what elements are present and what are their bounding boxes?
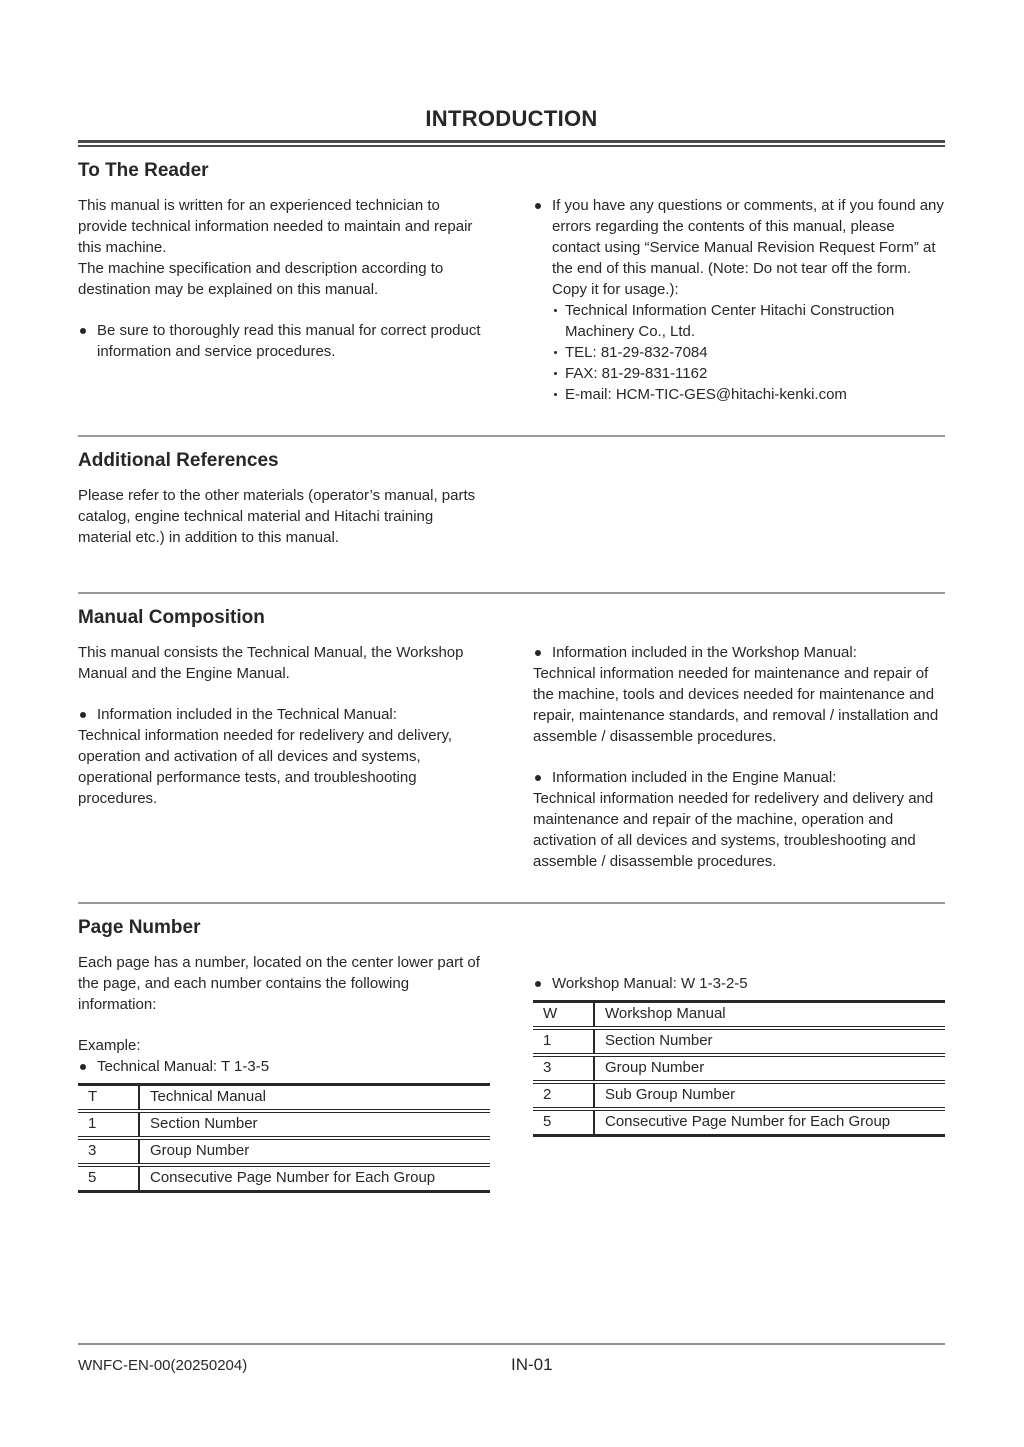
reader-paragraph-2: The machine specification and description according to destination may be explained on this manual. [78,260,444,298]
contact-tel: TEL: 81-29-832-7084 [565,344,708,361]
bullet-icon [535,775,541,781]
technical-manual-bullet [78,704,490,725]
contact-bullet [533,195,945,300]
technical-page-number-table [78,1083,490,1193]
footer-divider [78,1343,945,1345]
table-row [78,1138,490,1165]
section-to-the-reader [78,160,945,405]
list-item [552,342,945,363]
to-the-reader-left-column [78,195,490,405]
additional-references-left-column [78,485,490,548]
technical-example-bullet [78,1056,490,1077]
table-row [533,1028,945,1055]
technical-manual-label: Information included in the Technical Manual: [97,706,397,723]
description-cell: Group Number [594,1055,945,1082]
manual-composition-intro: This manual consists the Technical Manual, the Workshop Manual and the Engine Manual. [78,644,464,682]
bullet-icon [80,712,86,718]
engine-manual-body: Technical information needed for redelivery and delivery and maintenance and repair of the machine, operation and activation of all devices and systems, troubleshooting and assemble / disassemble procedures. [533,790,934,870]
contact-list [533,300,945,405]
document-code: WNFC-EN-00(20250204) [78,1357,248,1374]
reader-paragraph-1: This manual is written for an experienced technician to provide technical information needed to maintain and repair this machine. [78,197,473,256]
table-row [533,1082,945,1109]
page-title: INTRODUCTION [425,106,598,131]
description-cell: Section Number [594,1028,945,1055]
sub-bullet-icon [554,351,557,354]
to-the-reader-columns [78,195,945,405]
description-cell: Technical Manual [139,1085,490,1112]
technical-example-text: Technical Manual: T 1-3-5 [97,1058,270,1075]
manual-composition-left-column [78,642,490,872]
contact-email: E-mail: HCM-TIC-GES@hitachi-kenki.com [565,386,847,403]
engine-manual-bullet [533,767,945,788]
section-divider [78,902,945,904]
workshop-manual-bullet [533,642,945,663]
section-page-number [78,917,945,1193]
section-divider [78,435,945,437]
page-number-body: Each page has a number, located on the center lower part of the page, and each number contains the following information: [78,954,480,1013]
table-row [78,1111,490,1138]
workshop-manual-label: Information included in the Workshop Manual: [552,644,857,661]
bullet-icon [535,981,541,987]
page-number-right-column [533,952,945,1193]
code-cell: 1 [78,1111,139,1138]
read-manual-bullet-text: Be sure to thoroughly read this manual for correct product information and service procedures. [97,322,481,360]
table-row [533,1109,945,1136]
manual-composition-heading: Manual Composition [78,607,265,628]
description-cell: Workshop Manual [594,1002,945,1029]
description-cell: Section Number [139,1111,490,1138]
manual-composition-columns [78,642,945,872]
page-number-label: IN-01 [511,1355,553,1374]
list-item [552,300,945,342]
additional-references-body: Please refer to the other materials (operator’s manual, parts catalog, engine technical material and Hitachi training material etc.) in addition to this manual. [78,487,476,546]
page-number-left-column [78,952,490,1193]
example-label: Example: [78,1037,141,1054]
read-manual-bullet [78,320,490,362]
table-row [78,1085,490,1112]
description-cell: Group Number [139,1138,490,1165]
workshop-example-bullet [533,973,945,994]
contact-center: Technical Information Center Hitachi Construction Machinery Co., Ltd. [565,302,895,340]
section-additional-references [78,450,945,548]
code-cell: 2 [533,1082,594,1109]
table-row [533,1002,945,1029]
code-cell: 3 [78,1138,139,1165]
section-manual-composition [78,607,945,872]
description-cell: Consecutive Page Number for Each Group [605,1113,891,1130]
title-divider [78,140,945,147]
contact-bullet-text: If you have any questions or comments, at if you found any errors regarding the contents of this manual, please contact using “Service Manual Revision Request Form” at the end of this manual. (Note: Do not tear off the form. Copy it for usage.): [552,197,944,298]
list-item [552,363,945,384]
to-the-reader-right-column [533,195,945,405]
workshop-page-number-table [533,1000,945,1137]
sub-bullet-icon [554,372,557,375]
description-cell: Consecutive Page Number for Each Group [150,1169,436,1186]
engine-manual-label: Information included in the Engine Manual: [552,769,837,786]
sub-bullet-icon [554,393,557,396]
additional-references-heading: Additional References [78,450,279,471]
description-cell: Sub Group Number [594,1082,945,1109]
manual-composition-right-column [533,642,945,872]
code-cell: 5 [533,1109,594,1136]
workshop-manual-body: Technical information needed for maintenance and repair of the machine, tools and devices needed for maintenance and repair, maintenance standards, and removal / installation and assemble / disassemble procedures. [533,665,939,745]
contact-fax: FAX: 81-29-831-1162 [565,365,708,382]
bullet-icon [535,203,541,209]
table-row [78,1165,490,1192]
bullet-icon [80,328,86,334]
table-row [533,1055,945,1082]
code-cell: 5 [78,1165,139,1192]
code-cell: 1 [533,1028,594,1055]
page-footer [78,1343,945,1374]
additional-references-right-column [533,485,945,548]
list-item [552,384,945,405]
workshop-example-text: Workshop Manual: W 1-3-2-5 [552,975,748,992]
section-divider [78,592,945,594]
code-cell: 3 [533,1055,594,1082]
code-cell: T [78,1085,139,1112]
page-number-heading: Page Number [78,917,201,938]
sub-bullet-icon [554,309,557,312]
bullet-icon [535,650,541,656]
technical-manual-body: Technical information needed for redelivery and delivery, operation and activation of all devices and systems, operational performance tests, and troubleshooting procedures. [78,727,453,807]
to-the-reader-heading: To The Reader [78,160,209,181]
bullet-icon [80,1064,86,1070]
code-cell: W [533,1002,594,1029]
